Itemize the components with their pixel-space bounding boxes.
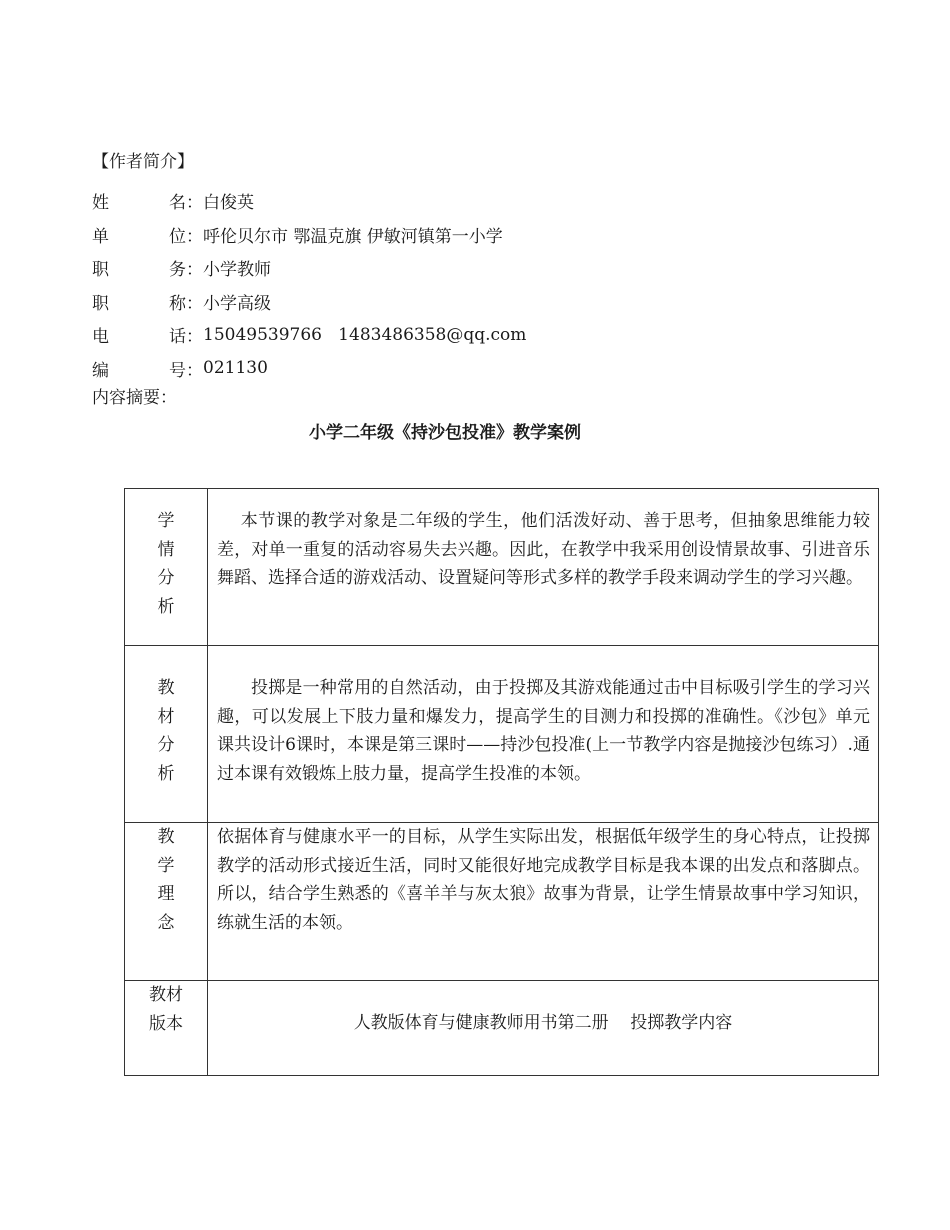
row-header-cell: 教材 版本: [125, 981, 208, 1076]
author-intro-heading: 【作者简介】: [92, 152, 194, 172]
table-row-textbook-version: [125, 981, 879, 1076]
teaching-case-table: [124, 488, 879, 1076]
info-label: 电 话: [92, 327, 186, 348]
table-row-student-analysis: [125, 489, 879, 646]
abstract-label: 内容摘要：: [92, 388, 177, 408]
row-content-cell: [208, 646, 879, 823]
info-colon: ：: [186, 226, 203, 247]
info-label: 姓 名: [92, 193, 186, 214]
info-row-position: [92, 251, 526, 285]
info-label: 职 称: [92, 293, 186, 314]
info-value-unit: 呼伦贝尔市 鄂温克旗 伊敏河镇第一小学: [203, 226, 503, 247]
teaching-philosophy-text: 依据体育与健康水平一的目标，从学生实际出发，根据低年级学生的身心特点，让投掷教学的活动形式接近生活，同时又能很好地完成教学目标是我本课的出发点和落脚点。所以，结合学生熟悉的《喜羊羊与灰太狼》故事为背景，让学生情景故事中学习知识，练就生活的本领。: [217, 827, 870, 933]
info-value-name: 白俊英: [203, 193, 254, 214]
info-row-title: [92, 285, 526, 319]
textbook-version-text: 人教版体育与健康教师用书第二册 投掷教学内容: [353, 1013, 733, 1033]
info-value-title: 小学高级: [203, 293, 271, 314]
info-value-phone: 15049539766 1483486358@qq.com: [203, 324, 527, 345]
material-analysis-text: 投掷是一种常用的自然活动，由于投掷及其游戏能通过击中目标吸引学生的学习兴趣，可以发展上下肢力量和爆发力，提高学生的目测力和投掷的准确性。《沙包》单元课共设计6课时，本课是第三课时——持沙包投准(上一节教学内容是抛接沙包练习）.通过本课有效锻炼上肢力量，提高学生投准的本领。: [217, 678, 870, 784]
student-analysis-text: 本节课的教学对象是二年级的学生，他们活泼好动、善于思考，但抽象思维能力较差，对单一重复的活动容易失去兴趣。因此，在教学中我采用创设情景故事、引进音乐舞蹈、选择合适的游戏活动、设置疑问等形式多样的教学手段来调动学生的学习兴趣。: [217, 511, 870, 588]
info-label: 单 位: [92, 226, 186, 247]
info-colon: ：: [186, 260, 203, 281]
info-colon: ：: [186, 193, 203, 214]
row-content-cell: [208, 981, 879, 1076]
info-label: 编 号: [92, 360, 186, 381]
info-row-unit: [92, 218, 526, 252]
info-colon: ：: [186, 360, 203, 381]
info-row-name: [92, 184, 526, 218]
author-info-list: [92, 184, 526, 385]
info-colon: ：: [186, 293, 203, 314]
table-row-teaching-philosophy: [125, 823, 879, 981]
info-value-position: 小学教师: [203, 260, 271, 281]
row-content-cell: [208, 823, 879, 981]
info-value-code: 021130: [203, 358, 268, 379]
table-row-material-analysis: [125, 646, 879, 823]
info-row-phone: [92, 318, 526, 352]
info-row-code: [92, 352, 526, 386]
info-label: 职 务: [92, 260, 186, 281]
row-header-cell: 教 学 理 念: [125, 823, 208, 981]
row-content-cell: [208, 489, 879, 646]
info-colon: ：: [186, 327, 203, 348]
document-title: 小学二年级《持沙包投准》教学案例: [309, 423, 581, 443]
row-header-cell: 教 材 分 析: [125, 646, 208, 823]
row-header-cell: 学 情 分 析: [125, 489, 208, 646]
